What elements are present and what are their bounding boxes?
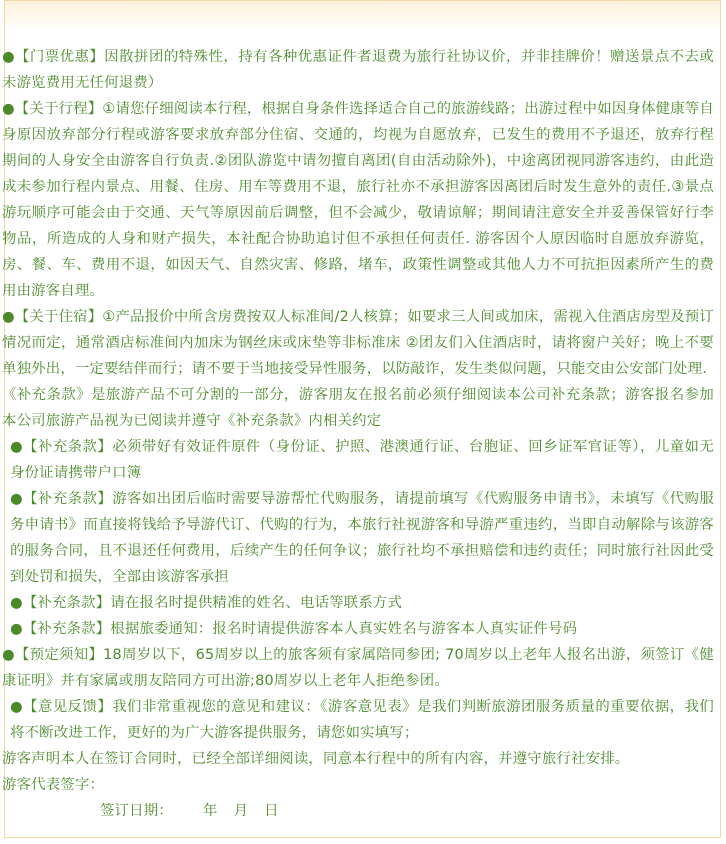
supplement-clause-purchase: ●【补充条款】游客如出团后临时需要导游帮忙代购服务，请提前填写《代购服务申请书》，未填写《代购服务申请书》而直接将钱给予导游代订、代购的行为，本旅行社视游客和导游严重违约，当即自动解除与该游客的服务合同，且不退还任何费用，后续产生的任何争议；旅行社均不承担赔偿和违约责任；同时旅行社因此受到处罚和损失，全部由该游客承担 xyxy=(10,491,714,585)
panel-header-band xyxy=(5,1,720,29)
supplement-intro: 《补充条款》是旅游产品不可分割的一部分，游客朋友在报名前必须仔细阅读本公司补充条款；游客报名参加本公司旅游产品视为已阅读并遵守《补充条款》内相关约定 xyxy=(2,387,714,429)
representative-signature-label: 游客代表签字： xyxy=(2,777,105,793)
sign-date-label: 签订日期： xyxy=(100,803,173,819)
supplement-clause-contact: ●【补充条款】请在报名时提供精准的姓名、电话等联系方式 xyxy=(10,595,403,611)
supplement-clause-identity: ●【补充条款】根据旅委通知：报名时请提供游客本人真实姓名与游客本人真实证件号码 xyxy=(10,621,578,637)
sign-date-month: 月 xyxy=(233,803,249,819)
itinerary-note: ●【关于行程】①请您仔细阅读本行程，根据自身条件选择适合自己的旅游线路；出游过程中如因身体健康等自身原因放弃部分行程或游客要求放弃部分住宿、交通的，均视为自愿放弃，已发生的费用不予退还，放弃行程期间的人身安全由游客自行负责.②团队游览中请勿擅自离团(自由活动除外)，中途离团视同游客违约，由此造成未参加行程内景点、用餐、住房、用车等费用不退，旅行社亦不承担游客因离团后时发生意外的责任.③景点游玩顺序可能会由于交通、天气等原因前后调整，但不会减少，敬请谅解；期间请注意安全并妥善保管好行李物品，所造成的人身和财产损失，本社配合协助追讨但不承担任何责任. 游客因个人原因临时自愿放弃游览，房、餐、车、费用不退，如因天气、自然灾害、修路，堵车，政策性调整或其他人力不可抗拒因素所产生的费用由游客自理。 xyxy=(2,101,714,299)
sign-date-year: 年 xyxy=(202,803,218,819)
supplement-clause-documents: ●【补充条款】必须带好有效证件原件（身份证、护照、港澳通行证、台胞证、回乡证军官证等），儿童如无身份证请携带户口簿 xyxy=(10,439,714,481)
tourist-declaration: 游客声明本人在签订合同时，已经全部详细阅读，同意本行程中的所有内容，并遵守旅行社安排。 xyxy=(2,751,630,767)
feedback-note: ●【意见反馈】我们非常重视您的意见和建议：《游客意见表》是我们判断旅游团服务质量的重要依据，我们将不断改进工作，更好的为广大游客提供服务，请您如实填写； xyxy=(10,699,714,741)
sign-date-day: 日 xyxy=(264,803,279,819)
ticket-discount-note: ●【门票优惠】因散拼团的特殊性，持有各种优惠证件者退费为旅行社协议价，并非挂牌价！赠送景点不去或未游览费用无任何退费） xyxy=(2,49,714,91)
terms-content xyxy=(2,44,714,824)
lodging-note: ●【关于住宿】①产品报价中所含房费按双人标准间/2人核算；如要求三人间或加床，需视入住酒店房型及预订情况而定，通常酒店标准间内加床为钢丝床或床垫等非标准床 ②团友们入住酒店时，请将窗户关好；晚上不要单独外出，一定要结伴而行；请不要于当地接受异性服务，以防敲诈，发生类似问题，只能交由公安部门处理. xyxy=(2,309,714,377)
booking-notice: ●【预定须知】18周岁以下，65周岁以上的旅客须有家属陪同参团; 70周岁以上老年人报名出游，须签订《健康证明》并有家属或朋友陪同方可出游;80周岁以上老年人拒绝参团。 xyxy=(2,647,714,689)
sign-date-row xyxy=(2,798,714,824)
